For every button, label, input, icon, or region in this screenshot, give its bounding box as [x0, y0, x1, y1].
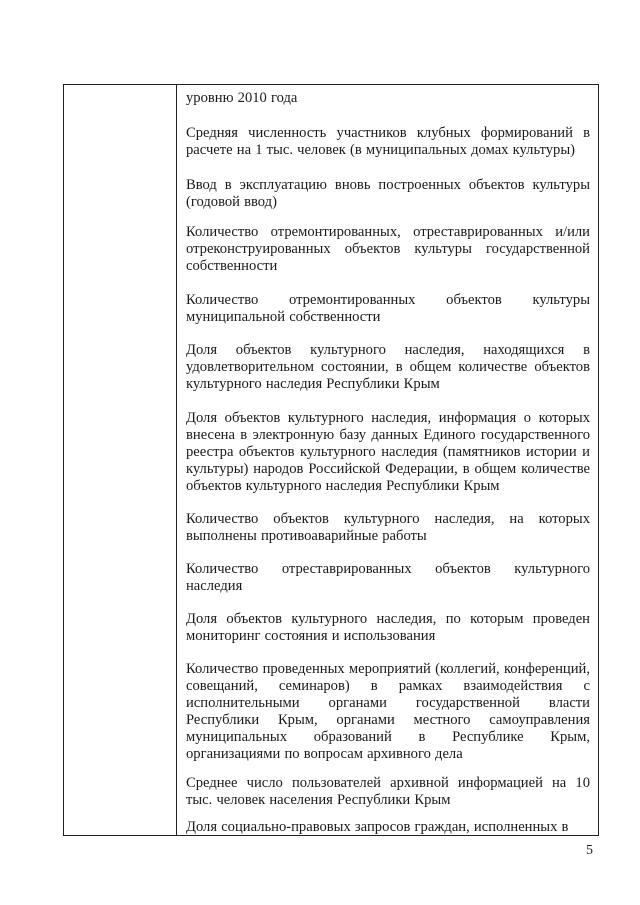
table-column-divider [176, 84, 177, 836]
indicator-continuation: уровню 2010 года [186, 90, 298, 106]
indicator-heritage-monitoring: Доля объектов культурного наследия, по которым проведен мониторинг состояния и использования [186, 611, 590, 644]
indicator-new-culture-objects: Ввод в эксплуатацию вновь построенных объектов культуры (годовой ввод) [186, 177, 590, 210]
indicator-archive-users: Среднее число пользователей архивной информацией на 10 тыс. человек населения Республики Крым [186, 775, 590, 808]
indicator-heritage-registry: Доля объектов культурного наследия, информация о которых внесена в электронную базу данных Единого государственного реестра объектов культурного наследия (памятников истории и культуры) народов Российской Федерации, в общем количестве объектов культурного наследия Республики Крым [186, 410, 590, 494]
indicator-municipal-objects-repaired: Количество отремонтированных объектов культуры муниципальной собственности [186, 292, 590, 325]
indicator-restored-heritage: Количество отреставрированных объектов культурного наследия [186, 561, 590, 594]
page-number: 5 [586, 843, 593, 858]
indicator-heritage-satisfactory: Доля объектов культурного наследия, находящихся в удовлетворительном состоянии, в общем количестве объектов культурного наследия Республики Крым [186, 342, 590, 392]
indicator-social-legal-requests: Доля социально-правовых запросов граждан, исполненных в [186, 819, 569, 835]
indicator-club-participants: Средняя численность участников клубных формирований в расчете на 1 тыс. человек (в муниципальных домах культуры) [186, 125, 590, 158]
indicator-archive-events: Количество проведенных мероприятий (коллегий, конференций, совещаний, семинаров) в рамках взаимодействия с исполнительными органами государственной власти Республики Крым, органами местного самоуправления муниципальных образований в Республике Крым, организациями по вопросам архивного дела [186, 661, 590, 762]
indicator-state-objects-repaired: Количество отремонтированных, отреставрированных и/или отреконструированных объектов культуры государственной собственности [186, 224, 590, 274]
indicator-emergency-works: Количество объектов культурного наследия, на которых выполнены противоаварийные работы [186, 511, 590, 544]
